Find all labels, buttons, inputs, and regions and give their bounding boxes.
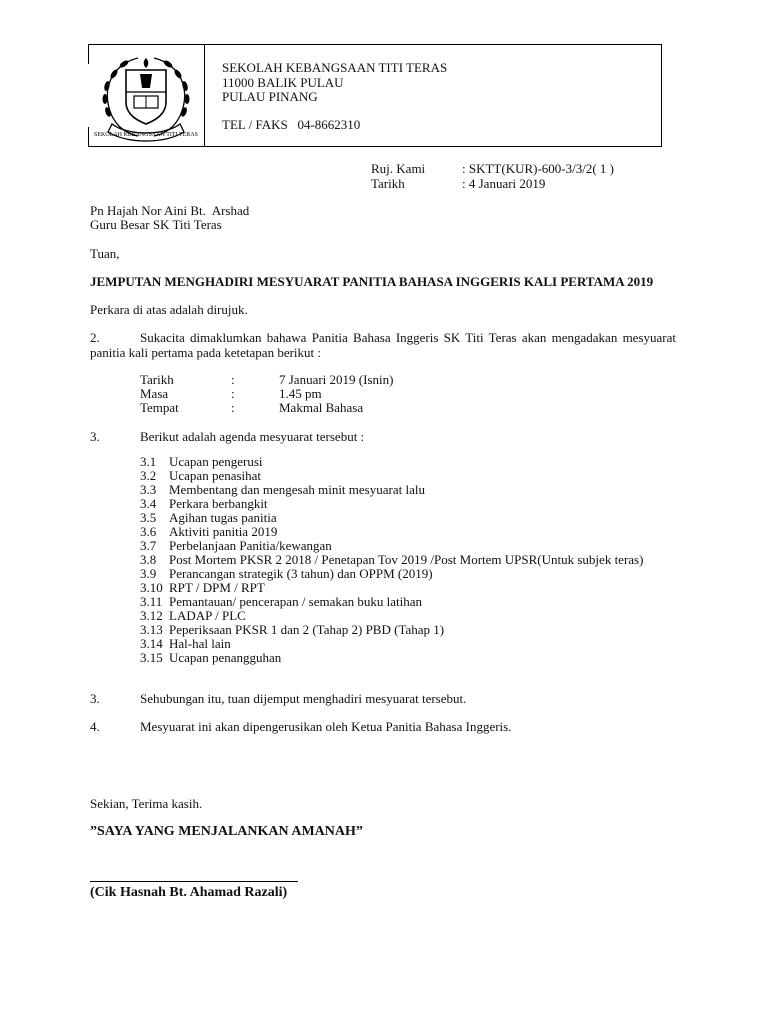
agenda-text: Post Mortem PKSR 2 2018 / Penetapan Tov 2019 /Post Mortem UPSR(Untuk subjek teras) bbox=[169, 552, 644, 567]
recipient-name: Pn Hajah Nor Aini Bt. Arshad bbox=[90, 203, 250, 218]
agenda-number: 3.6 bbox=[140, 524, 157, 539]
letterhead-corner bbox=[88, 44, 89, 64]
list-item bbox=[140, 595, 422, 609]
tarikh-value: : 4 Januari 2019 bbox=[462, 176, 546, 191]
letterhead-divider bbox=[204, 44, 205, 147]
list-item bbox=[140, 581, 265, 595]
school-logo bbox=[94, 50, 198, 142]
list-item bbox=[140, 651, 281, 665]
para2-number: 2. bbox=[90, 330, 100, 345]
agenda-text: Perkara berbangkit bbox=[169, 496, 268, 511]
address-line-1: 11000 BALIK PULAU bbox=[222, 75, 344, 90]
detail-label-masa: Masa bbox=[140, 386, 169, 401]
agenda-text: Agihan tugas panitia bbox=[169, 510, 277, 525]
agenda-number: 3.12 bbox=[140, 608, 163, 623]
agenda-text: Perbelanjaan Panitia/kewangan bbox=[169, 538, 332, 553]
list-item bbox=[140, 525, 277, 539]
agenda-number: 3.15 bbox=[140, 650, 163, 665]
agenda-text: Ucapan pengerusi bbox=[169, 454, 263, 469]
agenda-number: 3.8 bbox=[140, 552, 157, 567]
detail-sep: : bbox=[231, 400, 235, 415]
list-item bbox=[140, 455, 263, 469]
agenda-text: LADAP / PLC bbox=[169, 608, 246, 623]
agenda-number: 3.9 bbox=[140, 566, 157, 581]
agenda-number: 3.7 bbox=[140, 538, 157, 553]
list-item bbox=[140, 511, 277, 525]
agenda-text: Membentang dan mengesah minit mesyuarat lalu bbox=[169, 482, 425, 497]
list-item bbox=[140, 623, 444, 637]
ruj-value: : SKTT(KUR)-600-3/3/2( 1 ) bbox=[462, 161, 615, 176]
list-item bbox=[140, 609, 246, 623]
agenda-number: 3.4 bbox=[140, 496, 157, 511]
recipient-title: Guru Besar SK Titi Teras bbox=[90, 217, 222, 232]
para3-number: 3. bbox=[90, 429, 100, 444]
para2-line2: panitia kali pertama pada ketetapan berikut : bbox=[90, 345, 322, 360]
list-item bbox=[140, 539, 332, 553]
detail-value-tempat: Makmal Bahasa bbox=[279, 400, 364, 415]
agenda-text: Aktiviti panitia 2019 bbox=[169, 524, 278, 539]
detail-sep: : bbox=[231, 386, 235, 401]
para4-text: Sehubungan itu, tuan dijemput menghadiri mesyuarat tersebut. bbox=[140, 691, 467, 706]
list-item bbox=[140, 483, 425, 497]
agenda-text: Perancangan strategik (3 tahun) dan OPPM (2019) bbox=[169, 566, 433, 581]
agenda-text: Ucapan penangguhan bbox=[169, 650, 282, 665]
opening-line: Perkara di atas adalah dirujuk. bbox=[90, 302, 248, 317]
para3-text: Berikut adalah agenda mesyuarat tersebut : bbox=[140, 429, 365, 444]
agenda-text: Hal-hal lain bbox=[169, 636, 231, 651]
tarikh-label: Tarikh bbox=[371, 176, 405, 191]
ruj-label: Ruj. Kami bbox=[371, 161, 426, 176]
list-item bbox=[140, 567, 433, 581]
agenda-text: Pemantauan/ pencerapan / semakan buku latihan bbox=[169, 594, 423, 609]
contact-info: TEL / FAKS 04-8662310 bbox=[222, 117, 361, 132]
letterhead-corner bbox=[88, 127, 89, 147]
salutation: Tuan, bbox=[90, 246, 120, 261]
list-item bbox=[140, 553, 643, 567]
para5-text: Mesyuarat ini akan dipengerusikan oleh Ketua Panitia Bahasa Inggeris. bbox=[140, 719, 512, 734]
detail-label-tarikh: Tarikh bbox=[140, 372, 174, 387]
closing-line: Sekian, Terima kasih. bbox=[90, 796, 203, 811]
agenda-number: 3.5 bbox=[140, 510, 157, 525]
agenda-number: 3.10 bbox=[140, 580, 163, 595]
agenda-number: 3.2 bbox=[140, 468, 157, 483]
agenda-text: Peperiksaan PKSR 1 dan 2 (Tahap 2) PBD (Tahap 1) bbox=[169, 622, 445, 637]
agenda-number: 3.3 bbox=[140, 482, 157, 497]
agenda-text: RPT / DPM / RPT bbox=[169, 580, 265, 595]
detail-value-tarikh: 7 Januari 2019 (Isnin) bbox=[279, 372, 394, 387]
list-item bbox=[140, 469, 261, 483]
para4-number: 3. bbox=[90, 691, 100, 706]
motto: ”SAYA YANG MENJALANKAN AMANAH” bbox=[90, 824, 363, 839]
address-line-2: PULAU PINANG bbox=[222, 89, 318, 104]
svg-text:SEKOLAH KEBANGSAAN TITI TERAS: SEKOLAH KEBANGSAAN TITI TERAS bbox=[94, 132, 198, 138]
detail-value-masa: 1.45 pm bbox=[279, 386, 322, 401]
detail-sep: : bbox=[231, 372, 235, 387]
detail-label-tempat: Tempat bbox=[140, 400, 179, 415]
para5-number: 4. bbox=[90, 719, 100, 734]
subject-heading: JEMPUTAN MENGHADIRI MESYUARAT PANITIA BAHASA INGGERIS KALI PERTAMA 2019 bbox=[90, 274, 654, 289]
school-name: SEKOLAH KEBANGSAAN TITI TERAS bbox=[222, 60, 448, 75]
agenda-number: 3.11 bbox=[140, 594, 163, 609]
agenda-number: 3.14 bbox=[140, 636, 163, 651]
signatory-name: (Cik Hasnah Bt. Ahamad Razali) bbox=[90, 885, 288, 900]
para2-line1: Sukacita dimaklumkan bahawa Panitia Bahasa Inggeris SK Titi Teras akan mengadakan mesyuarat bbox=[140, 330, 676, 345]
agenda-number: 3.1 bbox=[140, 454, 157, 469]
agenda-number: 3.13 bbox=[140, 622, 163, 637]
list-item bbox=[140, 637, 231, 651]
signature-line bbox=[90, 881, 298, 882]
list-item bbox=[140, 497, 268, 511]
agenda-text: Ucapan penasihat bbox=[169, 468, 262, 483]
